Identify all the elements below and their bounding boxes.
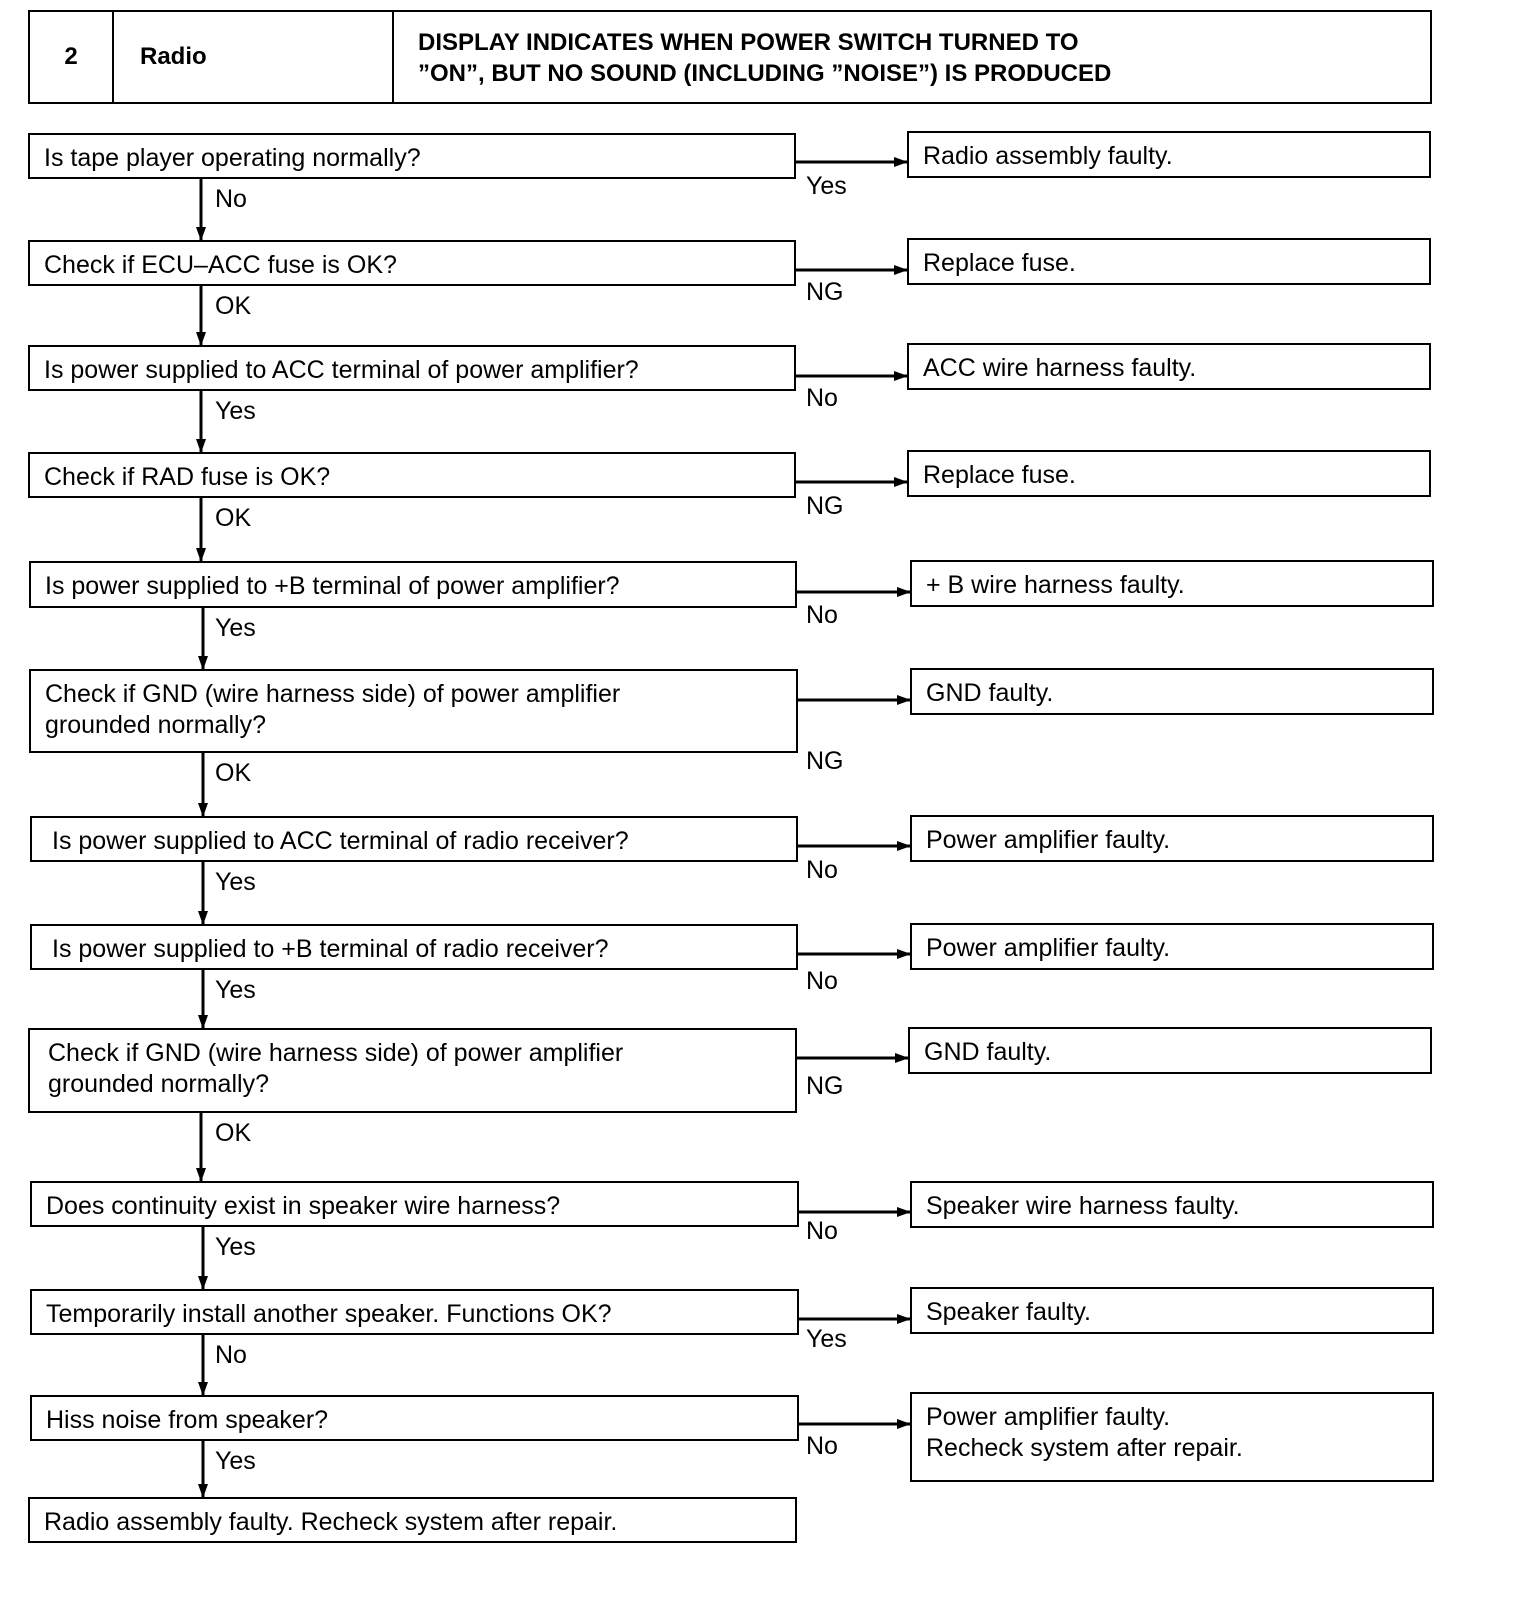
result-box-7: Power amplifier faulty. (910, 815, 1434, 862)
question-box-5: Is power supplied to +B terminal of power amplifier? (29, 561, 797, 608)
question-box-10: Does continuity exist in speaker wire harness? (30, 1181, 799, 1227)
down-branch-label-11: No (215, 1341, 247, 1369)
result-box-10: Speaker wire harness faulty. (910, 1181, 1434, 1228)
down-branch-label-7: Yes (215, 868, 256, 896)
side-branch-label-4: NG (806, 492, 844, 520)
side-branch-label-9: NG (806, 1072, 844, 1100)
side-branch-label-3: No (806, 384, 838, 412)
question-box-12: Hiss noise from speaker? (30, 1395, 799, 1441)
section-number: 2 (30, 12, 114, 102)
question-box-11: Temporarily install another speaker. Functions OK? (30, 1289, 799, 1335)
down-branch-label-3: Yes (215, 397, 256, 425)
question-box-4: Check if RAD fuse is OK? (28, 452, 796, 498)
result-box-6: GND faulty. (910, 668, 1434, 715)
result-box-3: ACC wire harness faulty. (907, 343, 1431, 390)
side-branch-label-5: No (806, 601, 838, 629)
question-box-2: Check if ECU–ACC fuse is OK? (28, 240, 796, 286)
side-branch-label-6: NG (806, 747, 844, 775)
down-branch-label-1: No (215, 185, 247, 213)
down-branch-label-10: Yes (215, 1233, 256, 1261)
side-branch-label-1: Yes (806, 172, 847, 200)
side-branch-label-7: No (806, 856, 838, 884)
side-branch-label-11: Yes (806, 1325, 847, 1353)
result-box-1: Radio assembly faulty. (907, 131, 1431, 178)
result-box-5: + B wire harness faulty. (910, 560, 1434, 607)
down-branch-label-4: OK (215, 504, 252, 532)
question-box-7: Is power supplied to ACC terminal of radio receiver? (30, 816, 798, 862)
system-name: Radio (114, 12, 394, 102)
down-branch-label-8: Yes (215, 976, 256, 1004)
side-branch-label-10: No (806, 1217, 838, 1245)
question-box-1: Is tape player operating normally? (28, 133, 796, 179)
result-box-12: Power amplifier faulty. Recheck system after repair. (910, 1392, 1434, 1482)
question-box-9: Check if GND (wire harness side) of power amplifier grounded normally? (28, 1028, 797, 1113)
question-box-8: Is power supplied to +B terminal of radio receiver? (30, 924, 798, 970)
result-box-4: Replace fuse. (907, 450, 1431, 497)
result-box-2: Replace fuse. (907, 238, 1431, 285)
side-branch-label-12: No (806, 1432, 838, 1460)
question-box-3: Is power supplied to ACC terminal of power amplifier? (28, 345, 796, 391)
down-branch-label-6: OK (215, 759, 252, 787)
side-branch-label-8: No (806, 967, 838, 995)
down-branch-label-12: Yes (215, 1447, 256, 1475)
down-branch-label-5: Yes (215, 614, 256, 642)
symptom-title: DISPLAY INDICATES WHEN POWER SWITCH TURNED TO ”ON”, BUT NO SOUND (INCLUDING ”NOISE”) IS PRODUCED (418, 29, 1112, 87)
result-box-11: Speaker faulty. (910, 1287, 1434, 1334)
result-box-8: Power amplifier faulty. (910, 923, 1434, 970)
result-box-9: GND faulty. (908, 1027, 1432, 1074)
final-result-box: Radio assembly faulty. Recheck system after repair. (28, 1497, 797, 1543)
question-box-6: Check if GND (wire harness side) of power amplifier grounded normally? (29, 669, 798, 753)
down-branch-label-9: OK (215, 1119, 252, 1147)
down-branch-label-2: OK (215, 292, 252, 320)
side-branch-label-2: NG (806, 278, 844, 306)
